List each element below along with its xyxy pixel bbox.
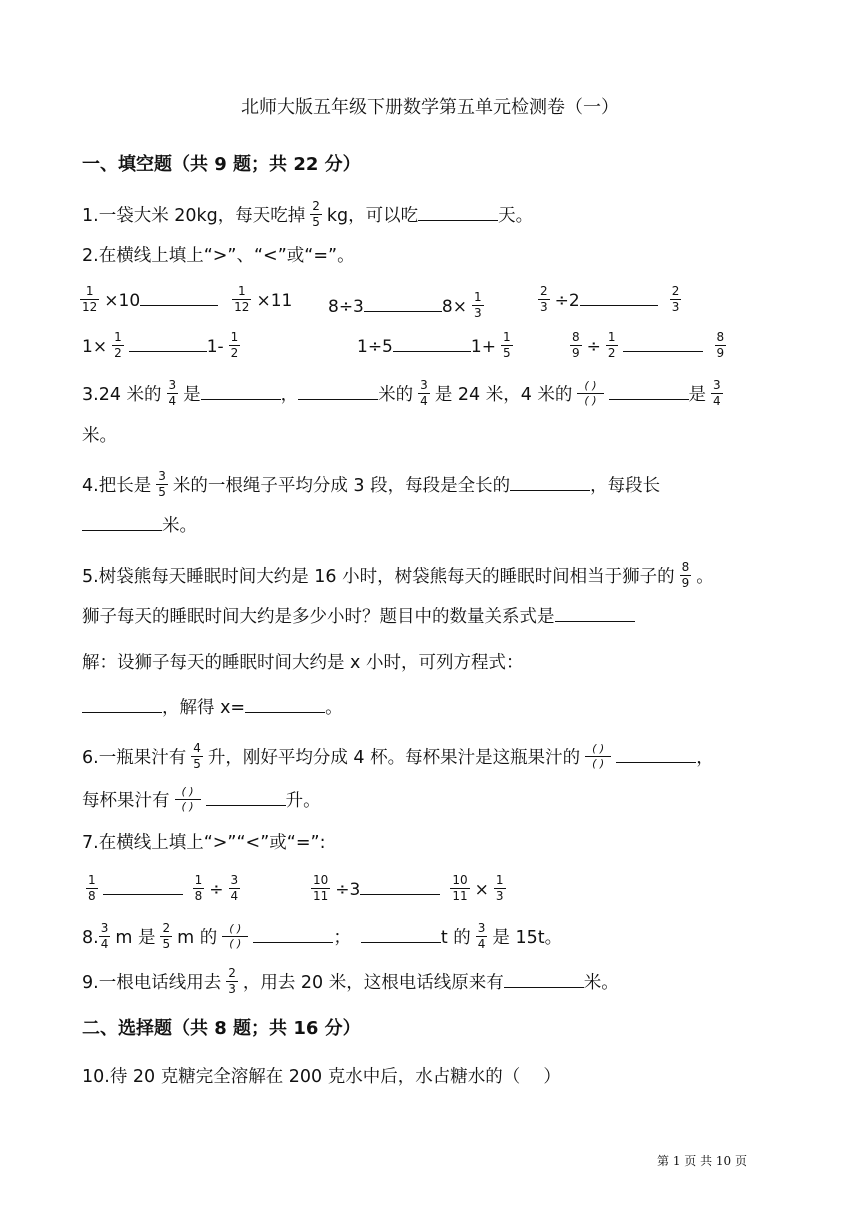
question-5-equation: ，解得 x= 。 (82, 700, 343, 718)
question-8: 8. $\frac{3}{4}$ m 是 $\frac{2}{5}$ m 的 $\frac{( )}{( )}$ ； t 的 $\frac{3}{4}$ 是 15t。 (82, 921, 563, 951)
answer-blank[interactable] (82, 710, 162, 713)
answer-blank[interactable] (364, 309, 442, 312)
section-multiple-choice-heading: 二、选择题（共 8 题；共 16 分） (82, 1018, 361, 1039)
question-1: 1.一袋大米 20kg，每天吃掉 $\frac{2}{5}$ kg，可以吃 天。 (82, 199, 534, 229)
answer-blank[interactable] (82, 528, 162, 531)
question-2-intro: 2.在横线上填上“>”、“<”或“=”。 (82, 246, 355, 266)
question-3-end: 米。 (82, 426, 117, 446)
answer-blank[interactable] (245, 710, 325, 713)
question-9: 9.一根电话线用去 $\frac{2}{3}$ ，用去 20 米，这根电话线原来有 米。 (82, 966, 619, 996)
answer-blank[interactable] (103, 892, 183, 895)
fraction-placeholder: $\frac{( )}{( )}$ (585, 743, 611, 769)
question-4-end: 米。 (82, 518, 197, 536)
answer-blank[interactable] (623, 349, 703, 352)
question-3: 3.24 米的 $\frac{3}{4}$ 是 ， 米的 $\frac{3}{4}$ 是 24 米，4 米的 $\frac{( )}{( )}$ 是 $\frac{3}{4}$ (82, 378, 721, 408)
answer-blank[interactable] (504, 985, 584, 988)
answer-blank[interactable] (298, 397, 378, 400)
comparison-2d: 1× $\frac{1}{2}$ 1- $\frac{1}{2}$ (82, 330, 239, 360)
answer-blank[interactable] (393, 349, 471, 352)
question-6: 6.一瓶果汁有 $\frac{4}{5}$ 升，刚好平均分成 4 杯。每杯果汁是这瓶果汁的 $\frac{( )}{( )}$ ， (82, 741, 714, 771)
answer-blank[interactable] (129, 349, 207, 352)
fraction-placeholder: $\frac{( )}{( )}$ (577, 380, 603, 406)
answer-blank[interactable] (206, 803, 286, 806)
question-5-solution: 解：设狮子每天的睡眠时间大约是 x 小时，可列方程式： (82, 653, 524, 673)
page-footer: 第 1 页 共 10 页 (657, 1154, 747, 1168)
question-6-b: 每杯果汁有 $\frac{( )}{( )}$ 升。 (82, 785, 321, 813)
answer-blank[interactable] (609, 397, 689, 400)
answer-blank[interactable] (418, 218, 498, 221)
fraction-placeholder: $\frac{( )}{( )}$ (175, 786, 201, 812)
question-5: 5.树袋熊每天睡眠时间大约是 16 小时，树袋熊每天的睡眠时间相当于狮子的 $\frac{8}{9}$ 。 (82, 560, 714, 590)
section-fill-in-blank-heading: 一、填空题（共 9 题；共 22 分） (82, 154, 361, 175)
question-10: 10.待 20 克糖完全溶解在 200 克水中后，水占糖水的（ ） (82, 1067, 561, 1087)
comparison-2f: $\frac{8}{9}$ ÷ $\frac{1}{2}$ $\frac{8}{9}$ (572, 330, 725, 360)
question-7-intro: 7.在横线上填上“>”“<”或“=”: (82, 833, 326, 853)
answer-blank[interactable] (253, 940, 333, 943)
comparison-2c: $\frac{2}{3}$ ÷2 $\frac{2}{3}$ (540, 284, 680, 314)
answer-blank[interactable] (616, 760, 696, 763)
answer-blank[interactable] (360, 892, 440, 895)
comparison-2b: 8÷3 8× $\frac{1}{3}$ (328, 290, 482, 320)
answer-blank[interactable] (201, 397, 281, 400)
question-4: 4.把长是 $\frac{3}{5}$ 米的一根绳子平均分成 3 段，每段是全长的 ，每段长 (82, 469, 661, 499)
answer-blank[interactable] (580, 303, 658, 306)
comparison-2a: $\frac{1}{12}$ ×10 $\frac{1}{12}$ ×11 (82, 284, 293, 314)
answer-blank[interactable] (361, 940, 441, 943)
fraction: $\frac{2}{5}$ (312, 199, 320, 229)
answer-blank[interactable] (555, 619, 635, 622)
comparison-7a: $\frac{1}{8}$ $\frac{1}{8}$ ÷ $\frac{3}{4}$ (88, 873, 239, 903)
comparison-2e: 1÷5 1+ $\frac{1}{5}$ (357, 330, 511, 360)
fraction-placeholder: $\frac{( )}{( )}$ (222, 923, 248, 949)
answer-blank[interactable] (140, 303, 218, 306)
answer-blank[interactable] (510, 488, 590, 491)
comparison-7b: $\frac{10}{11}$ ÷3 $\frac{10}{11}$ × $\frac{1}{3}$ (313, 873, 504, 903)
question-5-relation: 狮子每天的睡眠时间大约是多少小时？题目中的数量关系式是 (82, 609, 635, 627)
page-title: 北师大版五年级下册数学第五单元检测卷（一） (241, 97, 619, 118)
